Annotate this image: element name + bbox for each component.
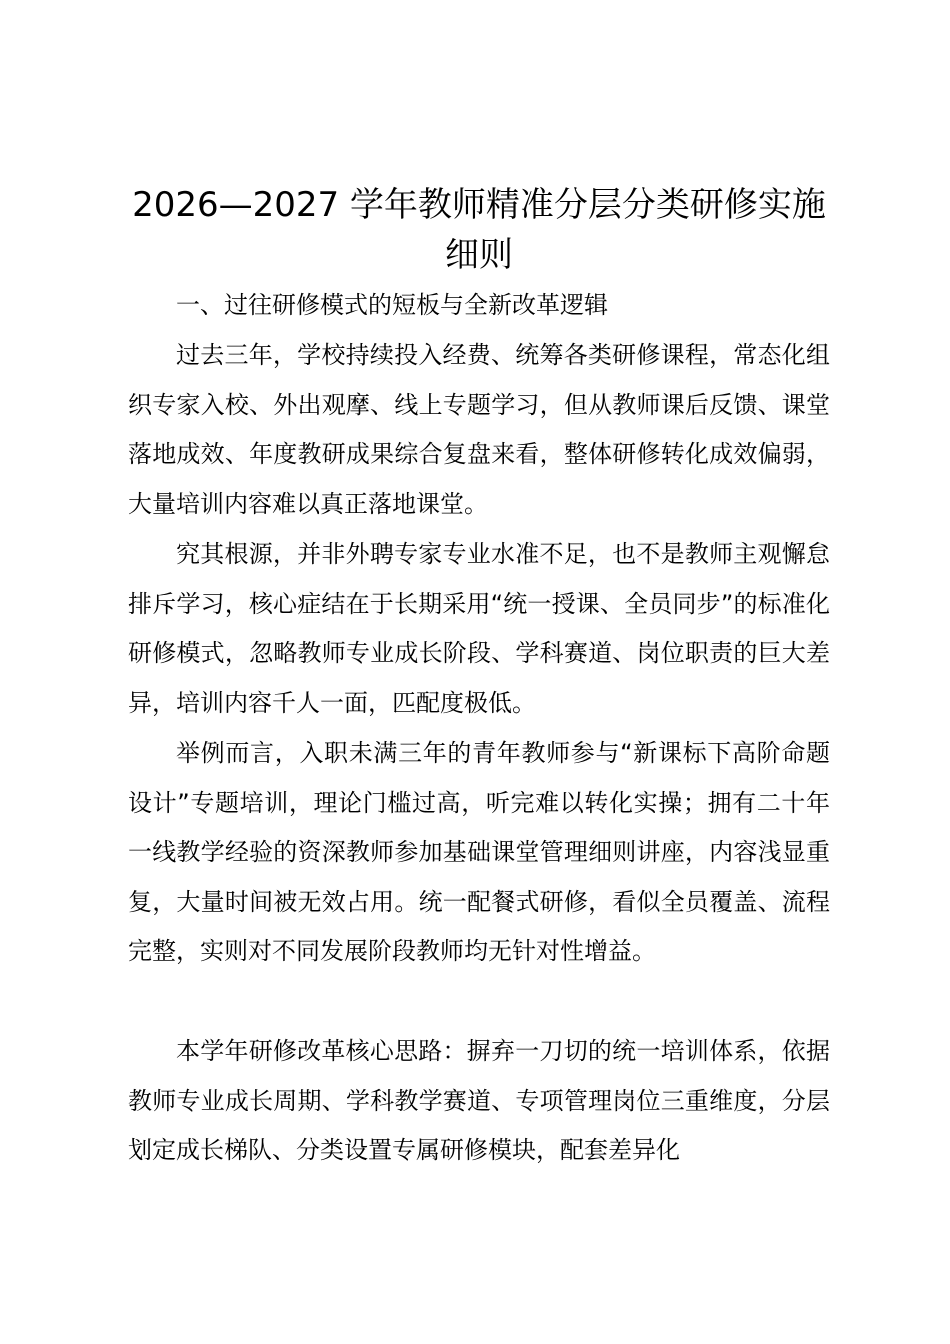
document-title: 2026—2027 学年教师精准分层分类研修实施细则 [132, 185, 826, 275]
paragraph-4: 本学年研修改革核心思路：摒弃一刀切的统一培训体系，依据教师专业成长周期、学科教学赛道、专项管理岗位三重维度，分层划定成长梯队、分类设置专属研修模块，配套差异化 [128, 1037, 830, 1164]
paragraph-2: 究其根源，并非外聘专家专业水准不足，也不是教师主观懈怠排斥学习，核心症结在于长期采用“统一授课、全员同步”的标准化研修模式，忽略教师专业成长阶段、学科赛道、岗位职责的巨大差异，培训内容千人一面，匹配度极低。 [128, 540, 830, 717]
paragraph-3: 举例而言，入职未满三年的青年教师参与“新课标下高阶命题设计”专题培训，理论门槛过高，听完难以转化实操；拥有二十年一线教学经验的资深教师参加基础课堂管理细则讲座，内容浅显重复，大量时间被无效占用。统一配餐式研修，看似全员覆盖、流程完整，实则对不同发展阶段教师均无针对性增益。 [128, 739, 830, 965]
section-heading: 一、过往研修模式的短板与全新改革逻辑 [176, 291, 608, 319]
paragraph-1: 过去三年，学校持续投入经费、统筹各类研修课程，常态化组织专家入校、外出观摩、线上专题学习，但从教师课后反馈、课堂落地成效、年度教研成果综合复盘来看，整体研修转化成效偏弱，大量培训内容难以真正落地课堂。 [128, 341, 830, 518]
